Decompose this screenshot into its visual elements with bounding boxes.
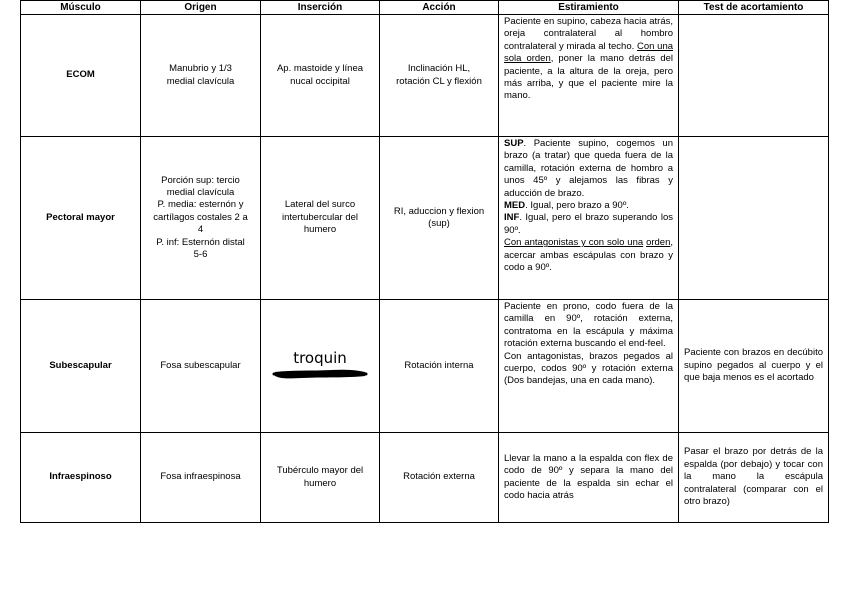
cell-musculo: Infraespinoso: [21, 433, 141, 523]
origen-line: Manubrio y 1/3: [169, 63, 232, 75]
estiramiento-text: , acercar ambas escápulas con brazo y codo a 90º.: [504, 237, 674, 274]
estiramiento-underline: Con una sola orden: [504, 40, 674, 65]
cell-test: [679, 137, 829, 300]
header-estiramiento: Estiramiento: [499, 1, 679, 15]
origen-line: Porción sup: tercio: [161, 174, 240, 186]
handwritten-annotation: troquin: [293, 349, 347, 368]
cell-origen: [141, 300, 261, 433]
estiramiento-text: . Igual, pero el brazo superando los 90º.: [504, 212, 673, 236]
cell-accion: [380, 433, 499, 523]
accion-line: Inclinación HL,: [407, 63, 471, 75]
estiramiento-underline: Con antagonistas y con solo una: [504, 237, 644, 249]
accion-line: RI, aduccion y flexion: [393, 205, 485, 217]
cell-accion: [380, 15, 499, 137]
origen-line: medial clavícula: [166, 75, 235, 87]
muscle-table: [20, 0, 829, 523]
insercion-line: nucal occipital: [290, 75, 350, 87]
cell-musculo: Pectoral mayor: [21, 137, 141, 300]
origen-line: P. inf: Esternón distal: [156, 236, 245, 248]
table-row: [21, 15, 829, 137]
sup-label: SUP: [504, 138, 524, 149]
accion-line: Rotación interna: [404, 359, 474, 371]
cell-estiramiento: [499, 15, 679, 137]
insercion-line: Tubérculo mayor del: [276, 465, 364, 477]
insercion-line: humero: [303, 224, 337, 236]
cell-musculo: ECOM: [21, 15, 141, 137]
insercion-line: Ap. mastoide y línea: [276, 63, 364, 75]
insercion-line: humero: [303, 477, 337, 489]
estiramiento-text: . Paciente supino, cogemos un brazo (a tratar) que queda fuera de la camilla, rotación externa de hombro a unos 45º y alejamos las fibras y aducción de brazo.: [504, 138, 673, 199]
estiramiento-text: Paciente en prono, codo fuera de la camilla en 90º, rotación externa, contratoma en la escápula y máxima rotación externa buscando el end-feel.: [504, 301, 673, 350]
origen-line: P. media: esternón y: [157, 199, 244, 211]
inf-line: [504, 212, 673, 237]
cell-insercion: [261, 433, 380, 523]
cell-accion: [380, 300, 499, 433]
header-origen: Origen: [141, 1, 261, 15]
cell-musculo: Subescapular: [21, 300, 141, 433]
cell-test: Paciente con brazos en decúbito supino pegados al cuerpo y el que baja menos es el acortado: [679, 300, 829, 433]
insercion-line: intertubercular del: [281, 211, 359, 223]
estiramiento-text: Paciente en supino, cabeza hacia atrás, oreja contralateral al hombro contralateral y mirada al techo.: [504, 16, 673, 52]
accion-line: rotación CL y flexión: [396, 75, 482, 87]
cell-accion: [380, 137, 499, 300]
estiramiento-text: , poner la mano detrás del paciente, a la altura de la oreja, pero más arriba, y que el paciente mire la mano.: [504, 53, 673, 102]
insercion-line: Lateral del surco: [284, 199, 356, 211]
header-test: Test de acortamiento: [679, 1, 829, 15]
origen-line: cartílagos costales 2 a: [153, 211, 248, 223]
cell-estiramiento: Llevar la mano a la espalda con flex de codo de 90º y separa la mano del paciente de la espalda sin echar el codo hacia atrás: [499, 433, 679, 523]
cell-test: Pasar el brazo por detrás de la espalda (por debajo) y tocar con la mano la escápula contralateral (comparar con el otro brazo): [679, 433, 829, 523]
cell-origen: [141, 137, 261, 300]
accion-line: (sup): [428, 218, 450, 229]
cell-origen: [141, 15, 261, 137]
header-accion: Acción: [380, 1, 499, 15]
origen-line: 5-6: [193, 249, 208, 261]
cell-estiramiento: [499, 137, 679, 300]
cell-insercion: [261, 137, 380, 300]
accion-line: Rotación externa: [403, 471, 475, 483]
origen-line: Fosa subescapular: [160, 359, 241, 371]
origen-line: Fosa infraespinosa: [160, 471, 241, 483]
table-row: [21, 137, 829, 300]
origen-line: medial clavícula: [166, 186, 235, 198]
header-row: [21, 1, 829, 15]
estiramiento-text: Con antagonistas, brazos pegados al cuerpo, codos 90º y rotación externa (Dos bandejas, una en cada mano).: [504, 350, 673, 387]
estiramiento-underline: orden: [646, 237, 671, 249]
cell-test: [679, 15, 829, 137]
cell-origen: [141, 433, 261, 523]
med-line: [504, 200, 673, 212]
med-label: MED: [504, 200, 526, 212]
cell-insercion: [261, 300, 380, 433]
header-musculo: Músculo: [21, 1, 141, 15]
inf-label: INF: [504, 212, 520, 224]
estiramiento-text: . Igual, pero brazo a 90º.: [525, 200, 629, 212]
origen-line: 4: [197, 224, 204, 236]
table-row: [21, 433, 829, 523]
header-insercion: Inserción: [261, 1, 380, 15]
cell-estiramiento: [499, 300, 679, 433]
redaction-scribble: [272, 368, 368, 380]
table-row: [21, 300, 829, 433]
cell-insercion: [261, 15, 380, 137]
